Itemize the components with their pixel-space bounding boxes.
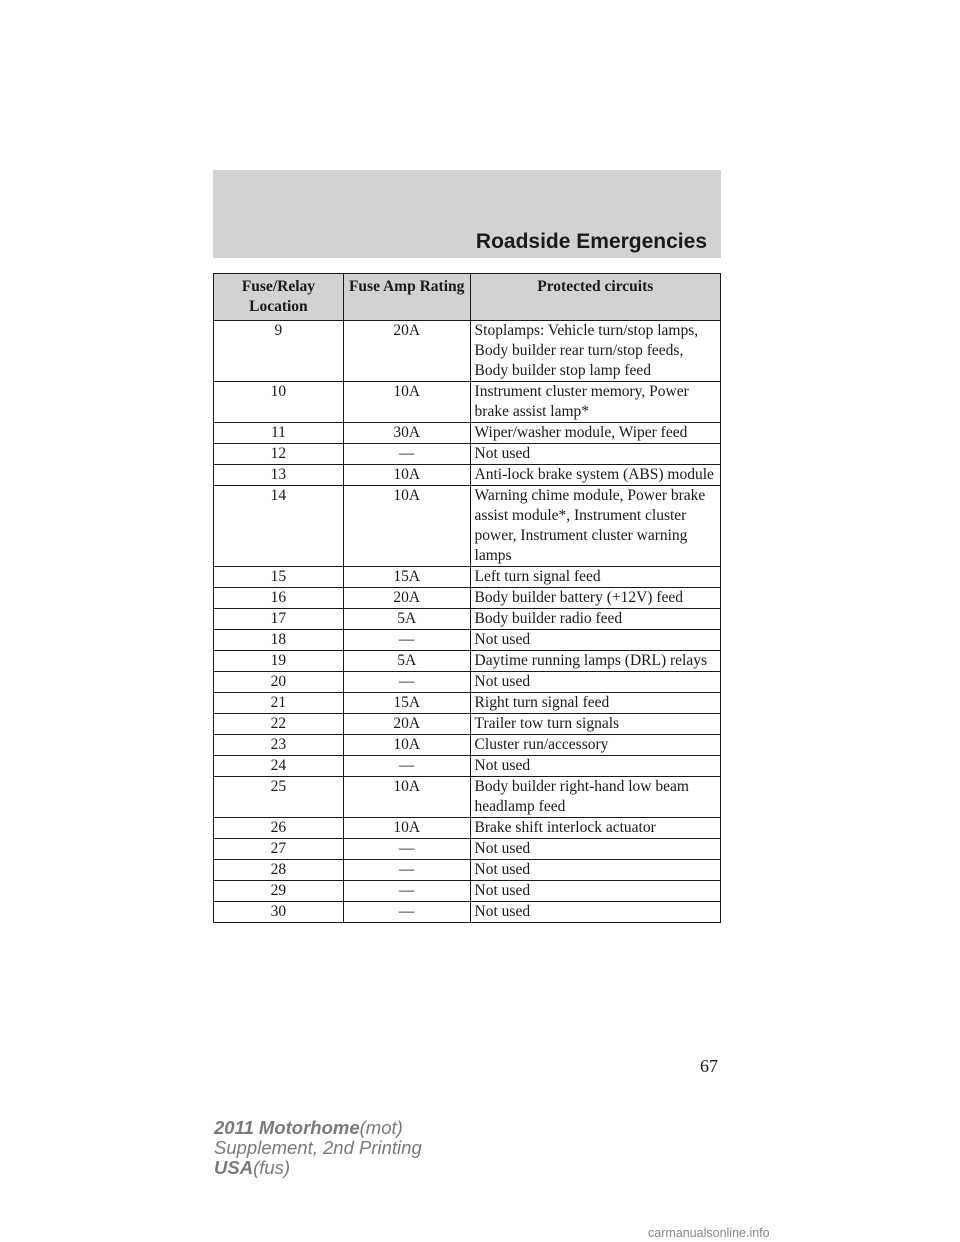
footer-market-code: (fus) <box>253 1157 291 1178</box>
fuse-location-cell: 9 <box>214 321 344 382</box>
section-header-band <box>213 170 721 258</box>
table-row <box>214 839 721 860</box>
fuse-amp-cell: 20A <box>343 588 470 609</box>
fuse-amp-cell: 10A <box>343 818 470 839</box>
protected-circuits-cell: Left turn signal feed <box>470 567 720 588</box>
fuse-amp-cell: — <box>343 672 470 693</box>
protected-circuits-cell: Anti-lock brake system (ABS) module <box>470 465 720 486</box>
watermark: carmanualsonline.info <box>648 1226 770 1240</box>
fuse-table-body <box>214 321 721 923</box>
fuse-amp-cell: — <box>343 881 470 902</box>
fuse-location-cell: 14 <box>214 486 344 567</box>
fuse-amp-cell: 10A <box>343 777 470 818</box>
protected-circuits-cell: Body builder battery (+12V) feed <box>470 588 720 609</box>
fuse-amp-cell: 10A <box>343 486 470 567</box>
fuse-location-cell: 27 <box>214 839 344 860</box>
fuse-amp-cell: 10A <box>343 382 470 423</box>
column-header-protected-circuits: Protected circuits <box>470 274 720 321</box>
fuse-amp-cell: — <box>343 860 470 881</box>
fuse-amp-cell: 15A <box>343 567 470 588</box>
footer-line-1 <box>214 1118 422 1138</box>
page-number: 67 <box>700 1056 718 1076</box>
footer-line-2: Supplement, 2nd Printing <box>214 1137 422 1158</box>
table-row <box>214 567 721 588</box>
table-row <box>214 609 721 630</box>
fuse-amp-cell: 10A <box>343 735 470 756</box>
protected-circuits-cell: Stoplamps: Vehicle turn/stop lamps, Body builder rear turn/stop feeds, Body builder stop lamp feed <box>470 321 720 382</box>
fuse-location-cell: 20 <box>214 672 344 693</box>
fuse-location-cell: 18 <box>214 630 344 651</box>
table-row <box>214 630 721 651</box>
fuse-table <box>213 273 721 923</box>
table-header-row <box>214 274 721 321</box>
footer-market: USA <box>214 1157 254 1178</box>
protected-circuits-cell: Not used <box>470 672 720 693</box>
fuse-location-cell: 28 <box>214 860 344 881</box>
fuse-amp-cell: 30A <box>343 423 470 444</box>
fuse-amp-cell: — <box>343 756 470 777</box>
fuse-location-cell: 16 <box>214 588 344 609</box>
table-row <box>214 672 721 693</box>
table-row <box>214 902 721 923</box>
protected-circuits-cell: Warning chime module, Power brake assist module*, Instrument cluster power, Instrument cluster warning lamps <box>470 486 720 567</box>
fuse-location-cell: 19 <box>214 651 344 672</box>
protected-circuits-cell: Not used <box>470 860 720 881</box>
fuse-location-cell: 30 <box>214 902 344 923</box>
fuse-amp-cell: 20A <box>343 714 470 735</box>
fuse-amp-cell: 15A <box>343 693 470 714</box>
table-row <box>214 777 721 818</box>
protected-circuits-cell: Not used <box>470 444 720 465</box>
column-header-amp-rating: Fuse Amp Rating <box>343 274 470 321</box>
table-row <box>214 735 721 756</box>
footer <box>214 1118 422 1178</box>
protected-circuits-cell: Trailer tow turn signals <box>470 714 720 735</box>
fuse-amp-cell: 20A <box>343 321 470 382</box>
protected-circuits-cell: Not used <box>470 902 720 923</box>
protected-circuits-cell: Body builder right-hand low beam headlamp feed <box>470 777 720 818</box>
table-row <box>214 714 721 735</box>
fuse-location-cell: 15 <box>214 567 344 588</box>
fuse-amp-cell: 5A <box>343 609 470 630</box>
protected-circuits-cell: Body builder radio feed <box>470 609 720 630</box>
table-row <box>214 860 721 881</box>
fuse-amp-cell: 5A <box>343 651 470 672</box>
fuse-location-cell: 12 <box>214 444 344 465</box>
fuse-amp-cell: — <box>343 902 470 923</box>
fuse-amp-cell: — <box>343 839 470 860</box>
footer-line-3 <box>214 1158 422 1178</box>
protected-circuits-cell: Not used <box>470 630 720 651</box>
protected-circuits-cell: Wiper/washer module, Wiper feed <box>470 423 720 444</box>
fuse-location-cell: 24 <box>214 756 344 777</box>
table-row <box>214 465 721 486</box>
fuse-location-cell: 26 <box>214 818 344 839</box>
fuse-location-cell: 22 <box>214 714 344 735</box>
fuse-amp-cell: — <box>343 444 470 465</box>
table-row <box>214 382 721 423</box>
fuse-amp-cell: 10A <box>343 465 470 486</box>
protected-circuits-cell: Right turn signal feed <box>470 693 720 714</box>
footer-model: 2011 Motorhome <box>214 1117 360 1138</box>
protected-circuits-cell: Not used <box>470 839 720 860</box>
table-row <box>214 881 721 902</box>
footer-model-code: (mot) <box>359 1117 403 1138</box>
fuse-location-cell: 11 <box>214 423 344 444</box>
table-row <box>214 321 721 382</box>
fuse-location-cell: 21 <box>214 693 344 714</box>
fuse-amp-cell: — <box>343 630 470 651</box>
fuse-location-cell: 25 <box>214 777 344 818</box>
table-row <box>214 693 721 714</box>
table-row <box>214 818 721 839</box>
protected-circuits-cell: Brake shift interlock actuator <box>470 818 720 839</box>
table-row <box>214 651 721 672</box>
fuse-location-cell: 23 <box>214 735 344 756</box>
protected-circuits-cell: Instrument cluster memory, Power brake assist lamp* <box>470 382 720 423</box>
protected-circuits-cell: Not used <box>470 756 720 777</box>
protected-circuits-cell: Not used <box>470 881 720 902</box>
fuse-location-cell: 29 <box>214 881 344 902</box>
table-row <box>214 444 721 465</box>
column-header-location: Fuse/Relay Location <box>214 274 344 321</box>
table-row <box>214 486 721 567</box>
section-title: Roadside Emergencies <box>475 230 707 253</box>
table-row <box>214 423 721 444</box>
protected-circuits-cell: Cluster run/accessory <box>470 735 720 756</box>
protected-circuits-cell: Daytime running lamps (DRL) relays <box>470 651 720 672</box>
fuse-location-cell: 10 <box>214 382 344 423</box>
table-row <box>214 588 721 609</box>
fuse-location-cell: 13 <box>214 465 344 486</box>
fuse-location-cell: 17 <box>214 609 344 630</box>
table-row <box>214 756 721 777</box>
